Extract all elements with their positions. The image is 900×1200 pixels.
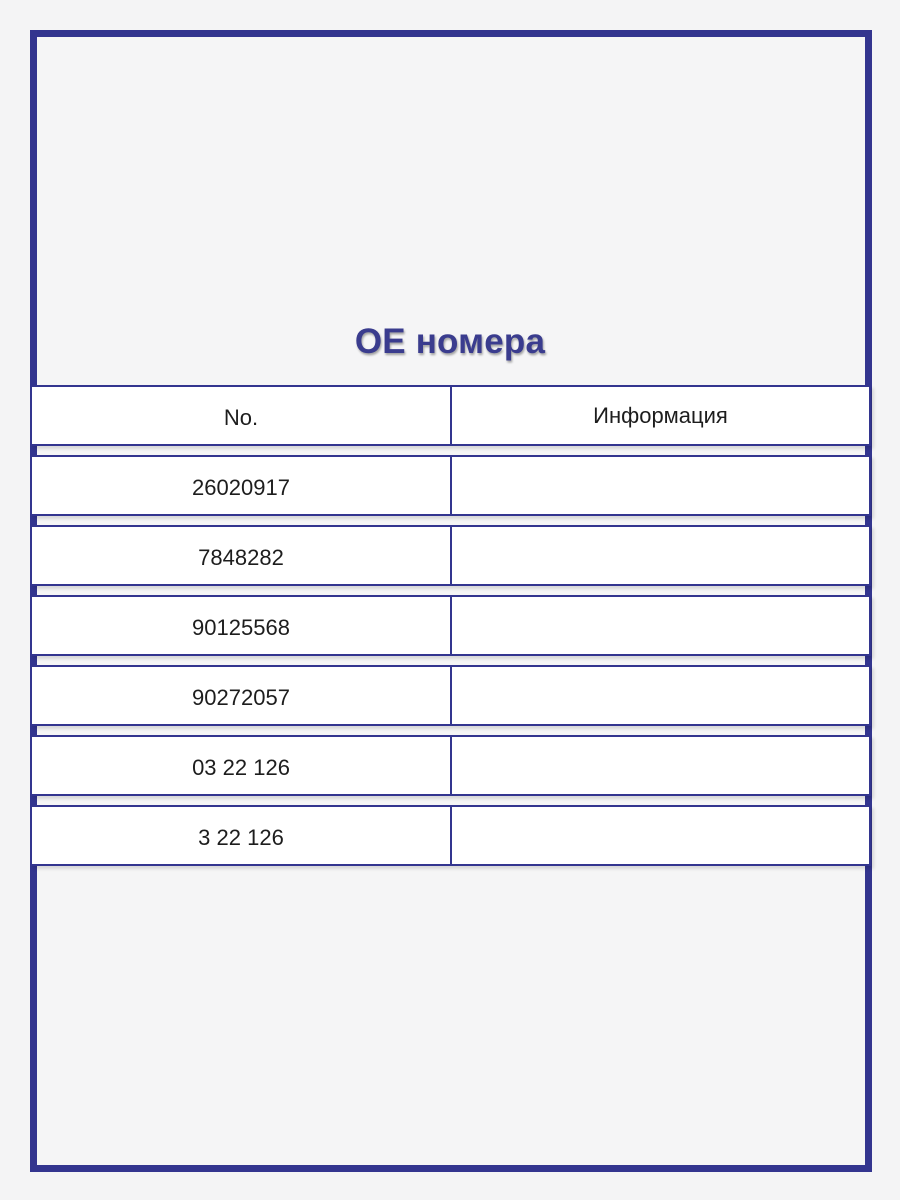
info-cell	[452, 457, 869, 514]
table-row	[30, 665, 871, 726]
table-row	[30, 525, 871, 586]
table-row	[30, 805, 871, 866]
oe-number-cell: 03 22 126	[32, 737, 452, 794]
oe-number-cell: 26020917	[32, 457, 452, 514]
table-row	[30, 595, 871, 656]
info-cell	[452, 807, 869, 864]
info-cell	[452, 737, 869, 794]
oe-number-cell: 7848282	[32, 527, 452, 584]
page-title: OE номера	[354, 322, 546, 361]
table-row	[30, 735, 871, 796]
oe-number-cell: 90272057	[32, 667, 452, 724]
oe-number-cell: 3 22 126	[32, 807, 452, 864]
info-cell	[452, 527, 869, 584]
column-header-no: No.	[32, 387, 452, 444]
oe-numbers-table	[30, 385, 871, 875]
info-cell	[452, 597, 869, 654]
column-header-info: Информация	[593, 402, 728, 428]
info-cell	[452, 667, 869, 724]
table-row	[30, 455, 871, 516]
oe-number-cell: 90125568	[32, 597, 452, 654]
table-header-row	[30, 385, 871, 446]
